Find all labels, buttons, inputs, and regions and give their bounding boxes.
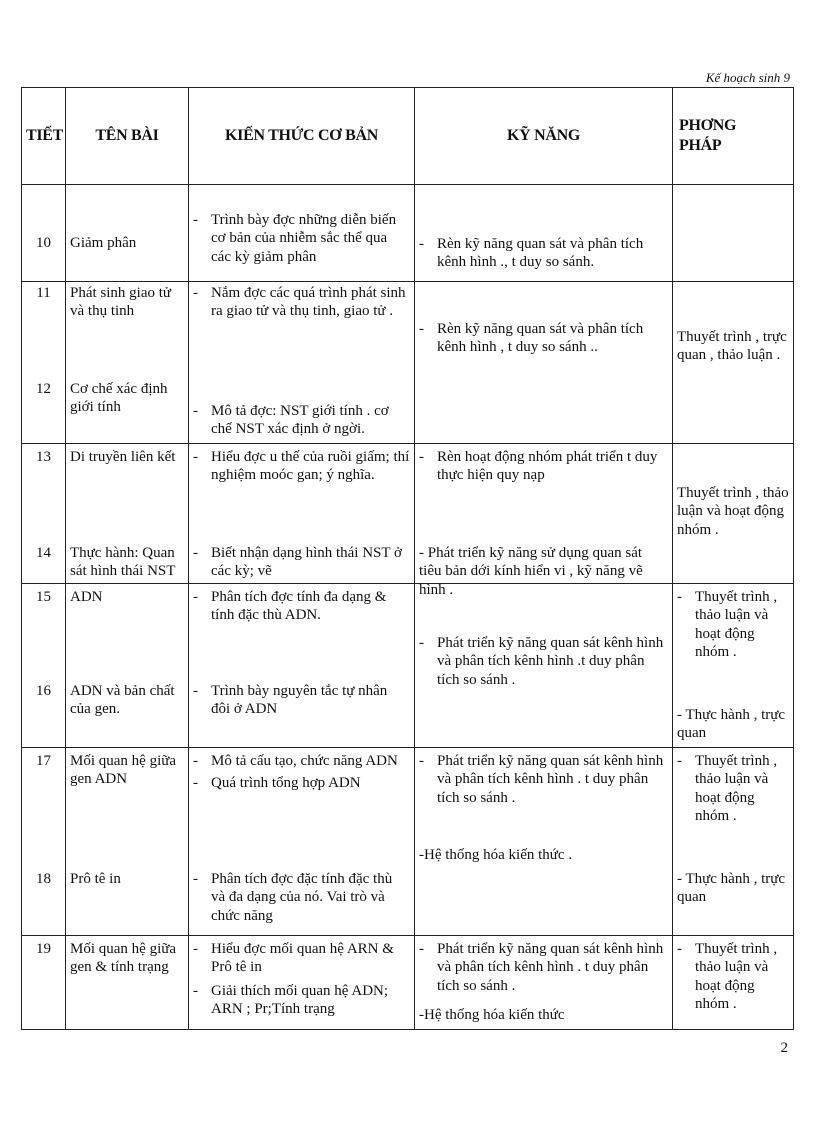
lesson-title: Mối quan hệ giữa gen & tính trạng [70,941,177,976]
ky-nang-item: - Phát triển kỹ năng sử dụng quan sát tiêu bản dới kính hiển vi , kỹ năng vẽ hình . [419,545,643,598]
col-header-kien-thuc: KIẾN THỨC CƠ BẢN [189,88,415,185]
kien-thuc-item: - Giải thích mối quan hệ ADN; ARN ; Pr;Tính trạng [193,983,389,1018]
table-row [22,185,794,282]
tiet-cell [22,444,66,584]
phuong-phap-text: Thuyết trình , thảo luận và hoạt động nhóm . [677,485,789,538]
kien-thuc-item: - Mô tả cấu tạo, chức năng ADN [193,753,398,769]
tiet-number: 16 [36,683,51,699]
tiet-cell [22,185,66,282]
tiet-number: 19 [36,941,51,957]
ky-nang-cell [415,936,673,1030]
kien-thuc-item: - Mô tả đợc: NST giới tính . cơ chế NST xác định ở ngời. [193,403,389,438]
lesson-title: Thực hành: Quan sát hình thái NST [70,545,176,580]
ky-nang-cell [415,282,673,444]
phuong-phap-cell [673,584,794,748]
phuong-phap-cell [673,748,794,936]
tiet-number: 11 [36,285,51,301]
tiet-number: 15 [36,589,51,605]
kien-thuc-cell [189,748,415,936]
col-header-ten-bai: TÊN BÀI [66,88,189,185]
phuong-phap-item: - Thuyết trình , thảo luận và hoạt động nhóm . [677,753,778,824]
col-header-phuong-phap: PHƠNG PHÁP [673,88,794,185]
kien-thuc-cell [189,936,415,1030]
tiet-number: 12 [36,381,51,397]
lesson-title: Phát sinh giao tử và thụ tinh [70,285,172,320]
ky-nang-item: - Rèn kỹ năng quan sát và phân tích kênh hình ., t duy so sánh. [419,236,644,271]
lesson-title: Di truyền liên kết [70,449,176,465]
col-header-ky-nang: KỸ NĂNG [415,88,673,185]
header-row [22,88,794,185]
kien-thuc-item: - Trình bày đợc những diễn biến cơ bản của nhiễm sắc thể qua các kỳ giảm phân [193,212,397,265]
ky-nang-item: - Phát triển kỹ năng quan sát kênh hình và phân tích kênh hình .t duy phân tích so sánh . [419,635,664,688]
ky-nang-item: - Rèn hoạt động nhóm phát triển t duy thực hiện quy nạp [419,449,658,484]
kien-thuc-item: - Phân tích đợc đặc tính đặc thù và đa dạng của nó. Vai trò và chức năng [193,871,393,924]
lesson-title: Prô tê in [70,871,121,887]
kien-thuc-item: - Biết nhận dạng hình thái NST ở các kỳ; vẽ [193,545,402,580]
ky-nang-item: -Hệ thống hóa kiến thức . [419,847,573,863]
tiet-cell [22,584,66,748]
kien-thuc-item: - Hiểu đợc u thế của ruồi giấm; thí nghiệm moóc gan; ý nghĩa. [193,449,410,484]
tiet-cell [22,748,66,936]
ky-nang-item: -Hệ thống hóa kiến thức [419,1007,565,1023]
phuong-phap-item: - Thuyết trình , thảo luận và hoạt động nhóm . [677,941,778,1012]
ten-bai-cell [66,936,189,1030]
phuong-phap-cell [673,936,794,1030]
page-number: 2 [780,1040,788,1056]
table-row [22,936,794,1030]
lesson-title: Giảm phân [70,235,137,251]
tiet-cell [22,936,66,1030]
ten-bai-cell [66,282,189,444]
ky-nang-item: - Phát triển kỹ năng quan sát kênh hình và phân tích kênh hình . t duy phân tích so sánh . [419,753,664,806]
ky-nang-item: - Rèn kỹ năng quan sát và phân tích kênh hình , t duy so sánh .. [419,321,644,356]
tiet-number: 17 [36,753,51,769]
col-header-tiet: TIẾT [22,88,66,185]
ten-bai-cell [66,185,189,282]
phuong-phap-text: - Thực hành , trực quan [677,871,786,906]
ky-nang-cell [415,584,673,748]
phuong-phap-cell [673,282,794,444]
kien-thuc-cell [189,282,415,444]
lesson-plan-table [21,87,794,1030]
lesson-title: ADN và bản chất của gen. [70,683,175,718]
phuong-phap-cell [673,185,794,282]
tiet-number: 13 [36,449,51,465]
tiet-number: 14 [36,545,51,561]
ky-nang-cell [415,185,673,282]
phuong-phap-text: - Thực hành , trực quan [677,707,786,742]
lesson-title: Mối quan hệ giữa gen ADN [70,753,177,788]
table-row [22,444,794,584]
ky-nang-item: - Phát triển kỹ năng quan sát kênh hình và phân tích kênh hình . t duy phân tích so sánh . [419,941,664,994]
ten-bai-cell [66,748,189,936]
phuong-phap-text: Thuyết trình , trực quan , thảo luận . [677,329,787,364]
kien-thuc-item: - Nắm đợc các quá trình phát sinh ra giao tử và thụ tinh, giao tử . [193,285,406,320]
kien-thuc-cell [189,444,415,584]
kien-thuc-item: - Hiểu đợc mối quan hệ ARN & Prô tê in [193,941,394,976]
kien-thuc-cell [189,584,415,748]
table-row [22,584,794,748]
ten-bai-cell [66,444,189,584]
phuong-phap-item: - Thuyết trình , thảo luận và hoạt động nhóm . [677,589,778,660]
kien-thuc-item: - Quá trình tổng hợp ADN [193,775,361,791]
lesson-title: ADN [70,589,103,605]
table-row [22,282,794,444]
table-row [22,748,794,936]
kien-thuc-cell [189,185,415,282]
tiet-number: 18 [36,871,51,887]
tiet-cell [22,282,66,444]
kien-thuc-item: - Trình bày nguyên tắc tự nhân đôi ở ADN [193,683,388,718]
ten-bai-cell [66,584,189,748]
lesson-title: Cơ chế xác định giới tính [70,381,168,416]
kien-thuc-item: - Phân tích đợc tính đa dạng & tính đặc thù ADN. [193,589,387,624]
document-label: Kế hoạch sinh 9 [706,70,790,88]
tiet-number: 10 [36,235,51,251]
phuong-phap-cell [673,444,794,584]
ky-nang-cell [415,444,673,598]
ky-nang-cell [415,748,673,936]
